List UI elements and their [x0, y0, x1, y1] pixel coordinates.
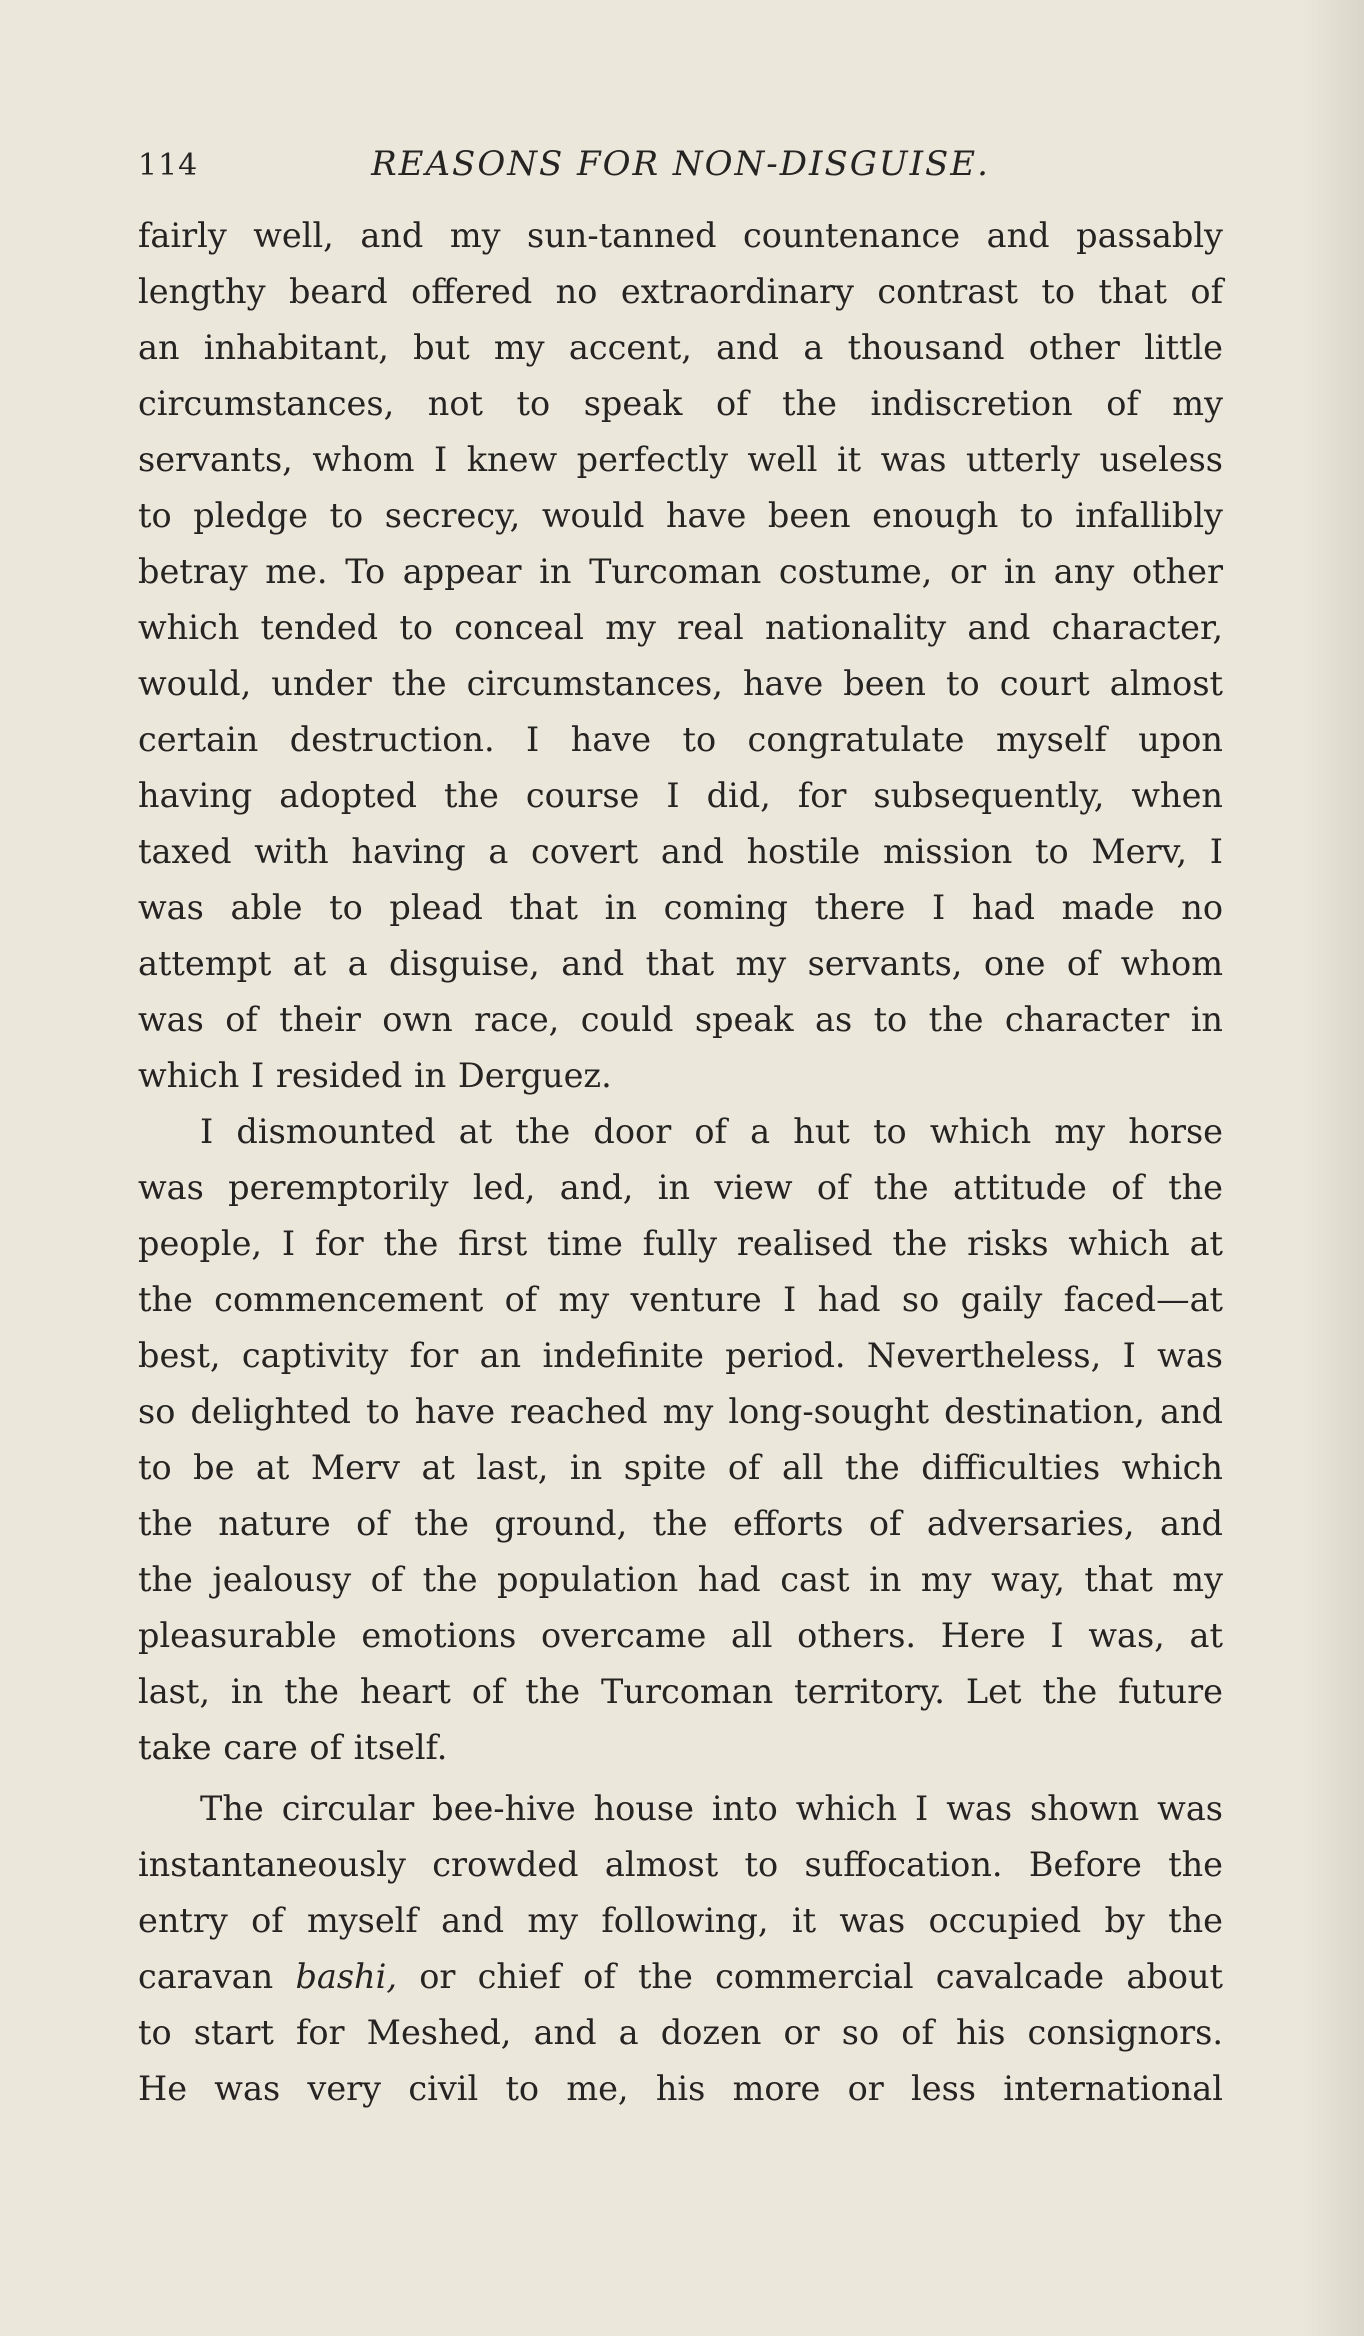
- text-line: lengthy beard offered no extraordinary contrast to that of: [138, 272, 1223, 311]
- running-head: REASONS FOR NON-DISGUISE.: [371, 144, 990, 184]
- page-number: 114: [138, 148, 199, 183]
- text-run: caravan: [138, 1957, 296, 1996]
- text-line: best, captivity for an indefinite period. Nevertheless, I was: [138, 1336, 1223, 1375]
- text-line: people, I for the first time fully realised the risks which at: [138, 1224, 1223, 1263]
- text-line: having adopted the course I did, for subsequently, when: [138, 776, 1223, 815]
- paragraph-2: [138, 1104, 1223, 1776]
- text-line-with-italic: [138, 1949, 1223, 2005]
- text-line: to start for Meshed, and a dozen or so of his consignors.: [138, 2013, 1223, 2052]
- text-line: The circular bee-hive house into which I was shown was: [200, 1789, 1223, 1828]
- text-line: which tended to conceal my real nationality and character,: [138, 608, 1223, 647]
- text-line: to be at Merv at last, in spite of all the difficulties which: [138, 1448, 1223, 1487]
- text-line: the nature of the ground, the efforts of adversaries, and: [138, 1504, 1223, 1543]
- text-line: pleasurable emotions overcame all others. Here I was, at: [138, 1616, 1223, 1655]
- text-line: instantaneously crowded almost to suffocation. Before the: [138, 1845, 1223, 1884]
- text-line: betray me. To appear in Turcoman costume, or in any other: [138, 552, 1223, 591]
- paragraph-3: [138, 1781, 1223, 2117]
- text-line: I dismounted at the door of a hut to which my horse: [200, 1112, 1223, 1151]
- text-line: which I resided in Derguez.: [138, 1056, 612, 1095]
- page-edge-shadow: [1304, 0, 1364, 2336]
- text-line: take care of itself.: [138, 1728, 448, 1767]
- text-line: to pledge to secrecy, would have been enough to infallibly: [138, 496, 1223, 535]
- italic-term: bashi,: [295, 1957, 397, 1996]
- text-run: or chief of the commercial cavalcade about: [396, 1957, 1223, 1996]
- text-line: so delighted to have reached my long-sought destination, and: [138, 1392, 1223, 1431]
- text-line: servants, whom I knew perfectly well it was utterly useless: [138, 440, 1223, 479]
- text-line: He was very civil to me, his more or less international: [138, 2069, 1223, 2108]
- text-line: was peremptorily led, and, in view of the attitude of the: [138, 1168, 1223, 1207]
- text-line: was able to plead that in coming there I had made no: [138, 888, 1223, 927]
- text-line: an inhabitant, but my accent, and a thousand other little: [138, 328, 1223, 367]
- text-line: entry of myself and my following, it was occupied by the: [138, 1901, 1223, 1940]
- text-line: taxed with having a covert and hostile mission to Merv, I: [138, 832, 1223, 871]
- text-line: was of their own race, could speak as to the character in: [138, 1000, 1223, 1039]
- paragraph-1: [138, 208, 1223, 1104]
- page-header: [138, 130, 1223, 208]
- text-line: circumstances, not to speak of the indiscretion of my: [138, 384, 1223, 423]
- text-line: would, under the circumstances, have been to court almost: [138, 664, 1223, 703]
- text-line: the jealousy of the population had cast in my way, that my: [138, 1560, 1223, 1599]
- text-line: attempt at a disguise, and that my servants, one of whom: [138, 944, 1223, 983]
- text-line: last, in the heart of the Turcoman territory. Let the future: [138, 1672, 1223, 1711]
- text-line: certain destruction. I have to congratulate myself upon: [138, 720, 1223, 759]
- text-line: the commencement of my venture I had so gaily faced—at: [138, 1280, 1223, 1319]
- book-page: [138, 130, 1223, 2117]
- text-line: fairly well, and my sun-tanned countenance and passably: [138, 216, 1223, 255]
